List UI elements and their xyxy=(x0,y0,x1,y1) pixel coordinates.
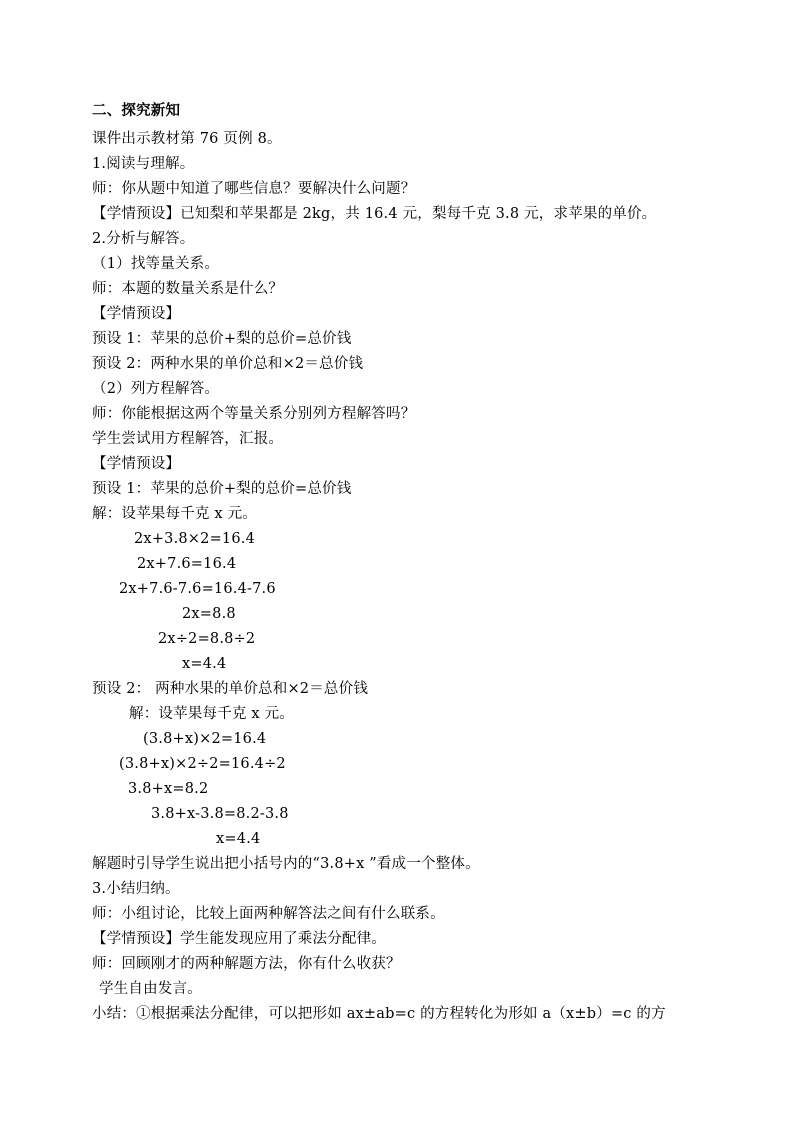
text-line: 师：本题的数量关系是什么？ xyxy=(92,281,284,297)
equation-line: 2x+3.8×2=16.4 xyxy=(134,531,256,547)
equation-line: 2x÷2=8.8÷2 xyxy=(158,631,256,647)
text-line: 解题时引导学生说出把小括号内的“3.8+x ”看成一个整体。 xyxy=(92,856,480,872)
equation-line: (3.8+x)×2÷2=16.4÷2 xyxy=(119,756,286,772)
text-line: 学生自由发言。 xyxy=(99,981,202,997)
text-line: 2.分析与解答。 xyxy=(92,231,195,247)
text-line: 解：设苹果每千克 x 元。 xyxy=(92,506,257,522)
text-line: 1.阅读与理解。 xyxy=(92,156,195,172)
text-line: 解：设苹果每千克 x 元。 xyxy=(129,706,294,722)
equation-line: 2x+7.6=16.4 xyxy=(137,556,237,572)
text-line: 学生尝试用方程解答，汇报。 xyxy=(92,431,284,447)
text-line: 预设 2：两种水果的单价总和×2＝总价钱 xyxy=(92,356,364,372)
text-line: 师：你能根据这两个等量关系分别列方程解答吗？ xyxy=(92,406,416,422)
equation-line: 3.8+x-3.8=8.2-3.8 xyxy=(151,806,289,822)
text-line: 预设 2： 两种水果的单价总和×2＝总价钱 xyxy=(92,681,369,697)
equation-line: 2x+7.6-7.6=16.4-7.6 xyxy=(119,581,276,597)
text-line: 课件出示教材第 76 页例 8。 xyxy=(92,131,282,147)
equation-line: 2x=8.8 xyxy=(182,606,236,622)
equation-line: (3.8+x)×2=16.4 xyxy=(143,731,267,747)
text-line: 【学情预设】学生能发现应用了乘法分配律。 xyxy=(92,931,386,947)
text-line: 预设 1：苹果的总价+梨的总价=总价钱 xyxy=(92,481,352,497)
text-line: 【学情预设】 xyxy=(92,456,181,472)
text-line: 预设 1：苹果的总价+梨的总价=总价钱 xyxy=(92,331,352,347)
section-heading: 二、探究新知 xyxy=(92,102,181,119)
text-line: 3.小结归纳。 xyxy=(92,881,180,897)
equation-line: x=4.4 xyxy=(182,656,227,672)
text-line: 小结：①根据乘法分配律，可以把形如 ax±ab=c 的方程转化为形如 a（x±b）=c 的方 xyxy=(92,1006,666,1022)
text-line: （1）找等量关系。 xyxy=(92,256,220,272)
equation-line: x=4.4 xyxy=(216,831,261,847)
text-line: 师：回顾刚才的两种解题方法，你有什么收获？ xyxy=(92,956,401,972)
text-line: 【学情预设】 xyxy=(92,306,181,322)
text-line: 师：小组讨论，比较上面两种解答法之间有什么联系。 xyxy=(92,906,445,922)
text-line: （2）列方程解答。 xyxy=(92,381,220,397)
equation-line: 3.8+x=8.2 xyxy=(128,781,209,797)
text-line: 【学情预设】已知梨和苹果都是 2kg，共 16.4 元，梨每千克 3.8 元，求苹果的单价。 xyxy=(92,206,657,222)
text-line: 师：你从题中知道了哪些信息？要解决什么问题？ xyxy=(92,181,416,197)
